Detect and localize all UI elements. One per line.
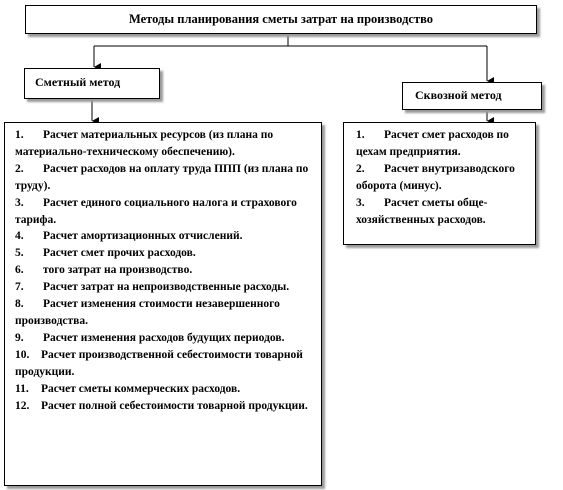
- smet-step-10: [15, 347, 315, 381]
- step-number: 2.: [356, 162, 365, 175]
- step-number: 3.: [356, 196, 365, 209]
- smet-step-3: [15, 195, 315, 229]
- step-text: Расчет смет прочих расходов.: [43, 247, 196, 260]
- diagram-title-box: [25, 5, 537, 34]
- smet-steps-list: [15, 127, 315, 414]
- step-number: 10.: [15, 348, 30, 361]
- step-number: 5.: [15, 247, 24, 260]
- step-text: Расчет затрат на непроизводственные расходы.: [43, 281, 290, 294]
- smet-step-8: [15, 296, 315, 330]
- skvoz-steps-list: [356, 127, 529, 228]
- step-text: Расчет амортизационных отчислений.: [43, 230, 243, 243]
- step-number: 2.: [15, 162, 24, 175]
- step-text: Расчет внутризаводского оборота (минус).: [356, 162, 515, 192]
- step-text: того затрат на производство.: [43, 264, 193, 277]
- step-text: Расчет полной себестоимости товарной продукции.: [41, 399, 308, 412]
- step-number: 1.: [15, 129, 24, 141]
- step-number: 12.: [15, 399, 30, 412]
- smet-step-12: [15, 398, 315, 415]
- step-text: Расчет сметы коммерческих расходов.: [41, 382, 241, 395]
- smet-method-box: [24, 68, 160, 99]
- smet-step-6: [15, 262, 315, 279]
- smet-step-11: [15, 381, 315, 398]
- skvoz-step-3: [356, 195, 529, 229]
- smet-step-5: [15, 245, 315, 262]
- step-text: Расчет производственной себестоимости товарной продукции.: [15, 348, 303, 378]
- step-text: Расчет смет расходов по цехам предприятия.: [356, 129, 509, 158]
- skvoz-steps-box: [343, 122, 536, 245]
- smet-step-1: [15, 127, 315, 161]
- diagram-title: Методы планирования сметы затрат на производство: [128, 12, 434, 26]
- skvoz-method-label: Сквозной метод: [415, 88, 502, 102]
- smet-method-label: Сметный метод: [35, 75, 121, 89]
- skvoz-step-1: [356, 127, 529, 161]
- smet-step-7: [15, 279, 315, 296]
- step-text: Расчет расходов на оплату труда ППП (из плана по труду).: [15, 162, 309, 192]
- step-number: 6.: [15, 264, 24, 277]
- step-text: Расчет сметы обще-хозяйственных расходов.: [356, 196, 488, 226]
- smet-steps-box: [4, 122, 322, 486]
- step-number: 9.: [15, 331, 24, 344]
- step-number: 1.: [356, 129, 365, 141]
- smet-step-4: [15, 228, 315, 245]
- skvoz-method-box: [402, 82, 542, 110]
- step-number: 7.: [15, 281, 24, 294]
- step-text: Расчет изменения стоимости незавершенного производства.: [15, 298, 280, 327]
- step-text: Расчет изменения расходов будущих периодов.: [43, 331, 285, 344]
- step-text: Расчет материальных ресурсов (из плана по материально-техническому обеспечению).: [15, 129, 274, 158]
- step-number: 4.: [15, 230, 24, 243]
- skvoz-step-2: [356, 161, 529, 195]
- step-number: 3.: [15, 196, 24, 209]
- smet-step-9: [15, 330, 315, 347]
- step-number: 8.: [15, 298, 24, 311]
- smet-step-2: [15, 161, 315, 195]
- step-text: Расчет единого социального налога и страхового тарифа.: [15, 196, 297, 226]
- step-number: 11.: [15, 382, 29, 395]
